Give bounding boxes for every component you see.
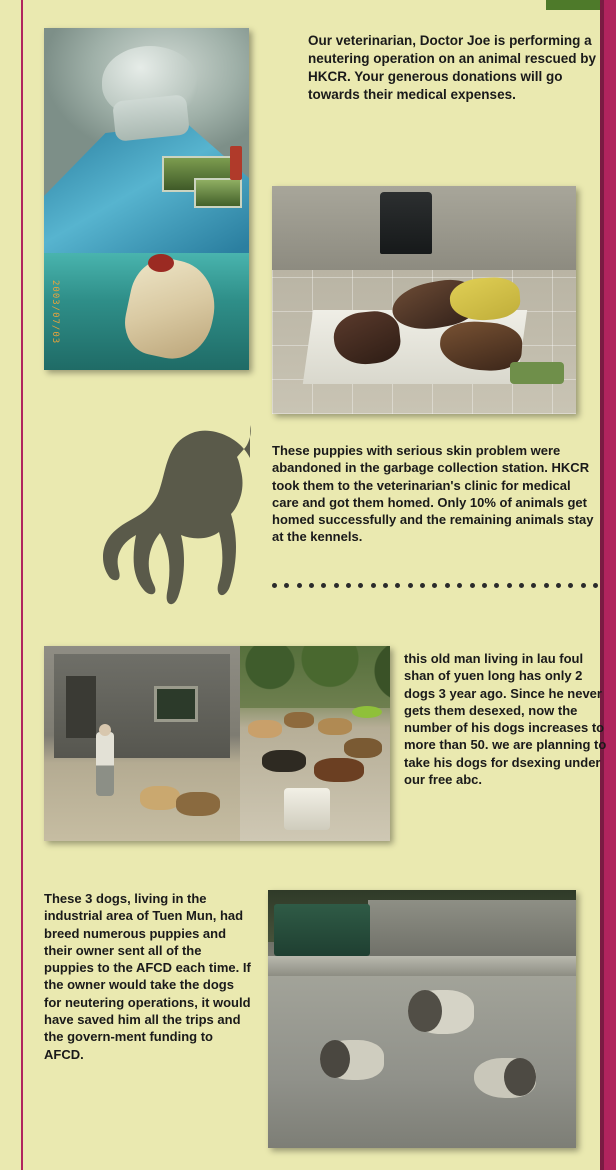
pack-dog-2	[284, 712, 314, 728]
thin-dog-silhouette	[54, 414, 264, 614]
shack-door	[66, 676, 96, 738]
old-man-and-dogs-photo-pair	[44, 646, 390, 841]
medicine-bottle	[230, 146, 242, 180]
old-man-figure	[96, 732, 114, 796]
pack-dog-5	[262, 750, 306, 772]
street-dog-three-dark	[504, 1058, 536, 1096]
dotted-divider	[272, 580, 598, 590]
left-accent-rule	[21, 0, 23, 1170]
dog-left-two	[176, 792, 220, 816]
green-tray	[510, 362, 564, 384]
puppies-on-mat-photo	[272, 186, 576, 414]
surgical-site	[148, 254, 174, 272]
pack-dog-4	[344, 738, 382, 758]
pack-dog-6	[314, 758, 364, 782]
three-dogs-street-photo	[268, 890, 576, 1148]
veterinarian-operating-photo	[44, 28, 249, 370]
left-margin	[0, 0, 14, 1170]
dog-left-one	[140, 786, 180, 810]
shack-window	[154, 686, 198, 722]
pack-dog-3	[318, 718, 352, 735]
white-bucket	[284, 788, 330, 830]
dog-pack-yard-photo	[240, 646, 390, 841]
garbage-bin	[380, 192, 432, 254]
green-truck	[274, 904, 370, 956]
kerb-edge	[268, 956, 576, 976]
food-bowl	[352, 706, 382, 718]
puppies-caption: These puppies with serious skin problem were abandoned in the garbage collection station. HKCR took them to the veterinarian's clinic for medical care and got them homed. Only 10% of animals get homed successfully and the remaining animals stay at the kennels.	[272, 443, 594, 545]
old-man-and-dogs-photo	[44, 646, 240, 841]
pack-dog-1	[248, 720, 282, 738]
photo-datestamp: 2003/07/03	[50, 280, 60, 345]
street-dog-one-dark	[320, 1040, 350, 1078]
street-dog-two-dark	[408, 990, 442, 1032]
top-margin-bar	[0, 0, 616, 10]
surgical-mask	[112, 94, 190, 142]
second-monitor-device	[194, 178, 242, 208]
tree-canopy	[240, 646, 390, 708]
right-accent-bar	[604, 0, 616, 1170]
three-dogs-caption: These 3 dogs, living in the industrial area of Tuen Mun, had breed numerous puppies and their owner sent all of the puppies to the AFCD each time. If the owner would take the dogs for neutering operations, it would have saved him all the trips and the govern-ment funding to AFCD.	[44, 891, 251, 1062]
old-man-head	[99, 724, 111, 736]
old-man-caption: this old man living in lau foul shan of yuen long has only 2 dogs 3 year ago. Since he never gets them desexed, now the number of his dogs increases to more than 50. we are planning to take his dogs for dsexing under our free abc.	[404, 651, 607, 787]
background-wall	[368, 900, 576, 958]
vet-caption: Our veterinarian, Doctor Joe is performing a neutering operation on an animal rescued by HKCR. Your generous donations will go towards their medical expenses.	[308, 33, 597, 102]
